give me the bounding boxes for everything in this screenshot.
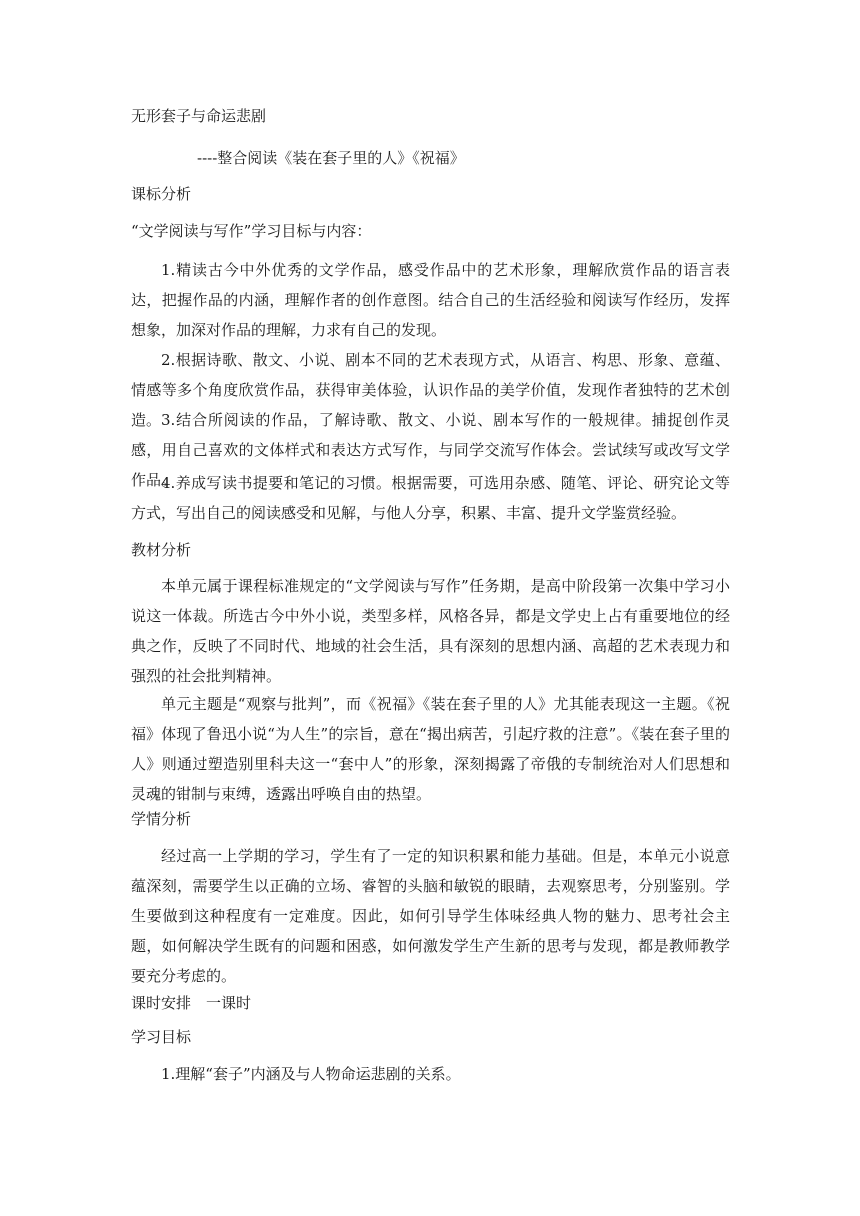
- objectives-heading: 学习目标: [131, 1028, 192, 1046]
- schedule-line: 课时安排 一课时: [131, 994, 252, 1012]
- document-title: 无形套子与命运悲剧: [131, 107, 267, 125]
- textbook-paragraph: 本单元属于课程标准规定的“文学阅读与写作”任务期，是高中阶段第一次集中学习小说这一体裁。所选古今中外小说，类型多样，风格各异，都是文学史上占有重要地位的经典之作，反映了不同时代、地域的社会生活，具有深刻的思想内涵、高超的艺术表现力和强烈的社会批判精神。: [131, 577, 730, 685]
- curriculum-item: 3.结合所阅读的作品，了解诗歌、散文、小说、剧本写作的一般规律。捕捉创作灵感，用自己喜欢的文体样式和表达方式写作，与同学交流写作体会。尝试续写或改写文学作品。: [131, 411, 730, 489]
- students-heading: 学情分析: [131, 810, 192, 828]
- curriculum-heading: 课标分析: [131, 185, 192, 203]
- textbook-heading: 教材分析: [131, 541, 192, 559]
- textbook-paragraph: 单元主题是“观察与批判”，而《祝福》《装在套子里的人》尤其能表现这一主题。《祝福》体现了鲁迅小说“为人生”的宗旨，意在“揭出病苦，引起疗救的注意”。《装在套子里的人》则通过塑造别里科夫这一“套中人”的形象，深刻揭露了帝俄的专制统治对人们思想和灵魂的钳制与束缚，透露出呼唤自由的热望。: [131, 695, 730, 803]
- curriculum-item: 1.精读古今中外优秀的文学作品，感受作品中的艺术形象，理解欣赏作品的语言表达，把握作品的内涵，理解作者的创作意图。结合自己的生活经验和阅读写作经历，发挥想象，加深对作品的理解，力求有自己的发现。: [131, 261, 730, 339]
- curriculum-item: 4.养成写读书提要和笔记的习惯。根据需要，可选用杂感、随笔、评论、研究论文等方式，写出自己的阅读感受和见解，与他人分享，积累、丰富、提升文学鉴赏经验。: [131, 474, 730, 522]
- curriculum-item: 2.根据诗歌、散文、小说、剧本不同的艺术表现方式，从语言、构思、形象、意蕴、情感等多个角度欣赏作品，获得审美体验，认识作品的美学价值，发现作者独特的艺术创造。: [131, 351, 730, 429]
- document-subtitle: ----整合阅读《装在套子里的人》《祝福》: [197, 149, 465, 167]
- curriculum-intro: “文学阅读与写作”学习目标与内容：: [131, 222, 372, 240]
- objective-item: 1.理解“套子”内涵及与人物命运悲剧的关系。: [161, 1065, 461, 1083]
- students-paragraph: 经过高一上学期的学习，学生有了一定的知识积累和能力基础。但是，本单元小说意蕴深刻，需要学生以正确的立场、睿智的头脑和敏锐的眼睛，去观察思考，分别鉴别。学生要做到这种程度有一定难度。因此，如何引导学生体味经典人物的魅力、思考社会主题，如何解决学生既有的问题和困惑，如何激发学生产生新的思考与发现，都是教师教学要充分考虑的。: [131, 847, 730, 985]
